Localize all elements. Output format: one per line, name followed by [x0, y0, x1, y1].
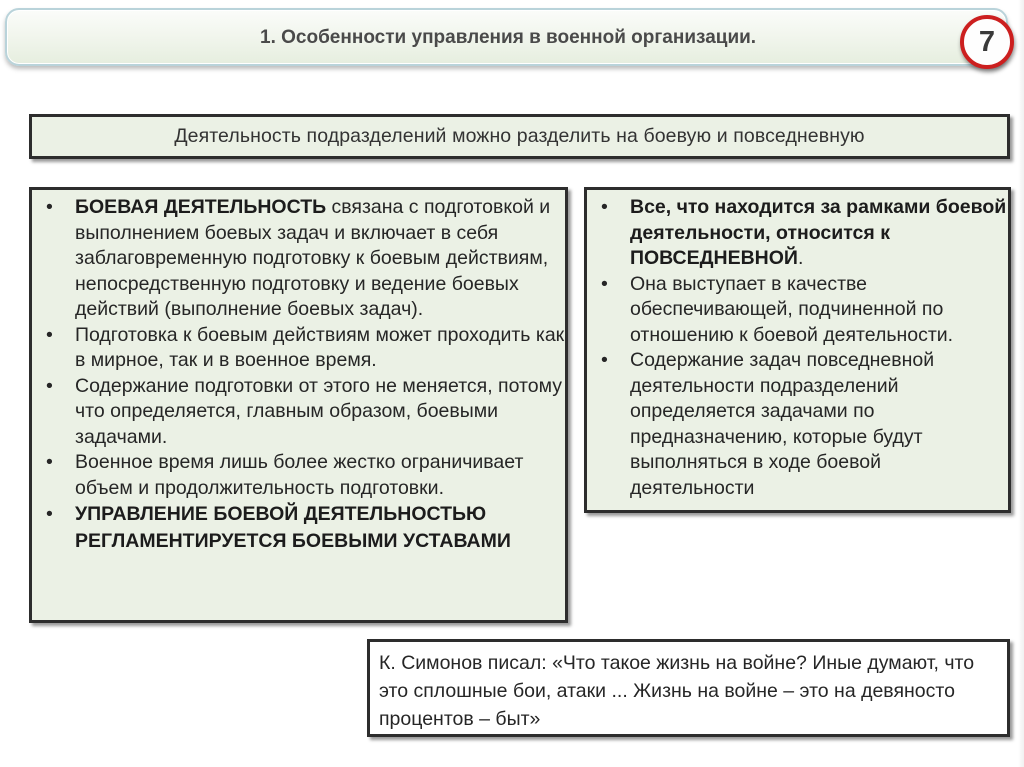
- page-number-badge: [960, 15, 1014, 69]
- list-item-text: Она выступает в качестве обеспечивающей, подчиненной по отношению к боевой деятельности.: [630, 272, 954, 346]
- list-item-text: Содержание подготовки от этого не меняется, потому что определяется, главным образом, боевыми задачами.: [75, 374, 562, 448]
- daily-list: [597, 195, 1007, 501]
- list-item: [597, 195, 1007, 272]
- bullet-icon: •: [46, 374, 53, 397]
- list-item-lead: БОЕВАЯ ДЕЯТЕЛЬНОСТЬ: [75, 196, 327, 218]
- bullet-icon: •: [601, 272, 608, 295]
- bullet-icon: •: [46, 323, 53, 346]
- list-item-text: Содержание задач повседневной деятельности подразделений определяется задачами по предназначению, которые будут выполняться в ходе боевой деятельности: [630, 349, 935, 499]
- slide-header: [5, 8, 1008, 66]
- list-item: [42, 501, 566, 555]
- bullet-icon: •: [601, 349, 608, 371]
- list-item: [42, 195, 566, 323]
- list-item: [597, 272, 1007, 349]
- combat-activity-box: [29, 187, 568, 623]
- list-item-bold-text: УПРАВЛЕНИЕ БОЕВОЙ ДЕЯТЕЛЬНОСТЬЮ РЕГЛАМЕНТИРУЕТСЯ БОЕВЫМИ УСТАВАМИ: [75, 503, 511, 552]
- bullet-icon: •: [46, 503, 53, 525]
- list-item-bold-text: Все, что находится за рамками боевой деятельности, относится к ПОВСЕДНЕВНОЙ: [630, 196, 1007, 269]
- list-item-text: Подготовка к боевым действиям может проходить как в мирное, так и в военное время.: [75, 323, 565, 371]
- intro-text: Деятельность подразделений можно разделить на боевую и повседневную: [174, 125, 865, 147]
- quote-text: К. Симонов писал: «Что такое жизнь на войне? Иные думают, что это сплошные бои, атаки ... Жизнь на войне – это на девяносто процентов – быт»: [379, 652, 975, 730]
- page-number: 7: [978, 25, 996, 58]
- list-item: [597, 348, 1007, 501]
- list-item: [42, 323, 566, 374]
- slide-title: 1. Особенности управления в военной организации.: [260, 27, 757, 48]
- daily-activity-box: [584, 187, 1011, 513]
- list-item-text: связана с подготовкой и выполнением боевых задач и включает в себя заблаговременную подготовку к боевым действиям, непосредственную подготовку и ведение боевых действий (выполнение боевых задач).: [75, 196, 551, 320]
- combat-list: [42, 195, 566, 555]
- list-item-tail: .: [797, 247, 804, 269]
- bullet-icon: •: [601, 196, 608, 218]
- intro-box: [29, 114, 1010, 159]
- list-item: [42, 374, 566, 451]
- list-item-text: Военное время лишь более жестко ограничивает объем и продолжительность подготовки.: [75, 451, 524, 499]
- list-item: [42, 450, 566, 501]
- bullet-icon: •: [46, 196, 53, 218]
- quote-box: [367, 639, 1010, 737]
- slide-edge-shadow: [1018, 0, 1024, 767]
- bullet-icon: •: [46, 451, 53, 473]
